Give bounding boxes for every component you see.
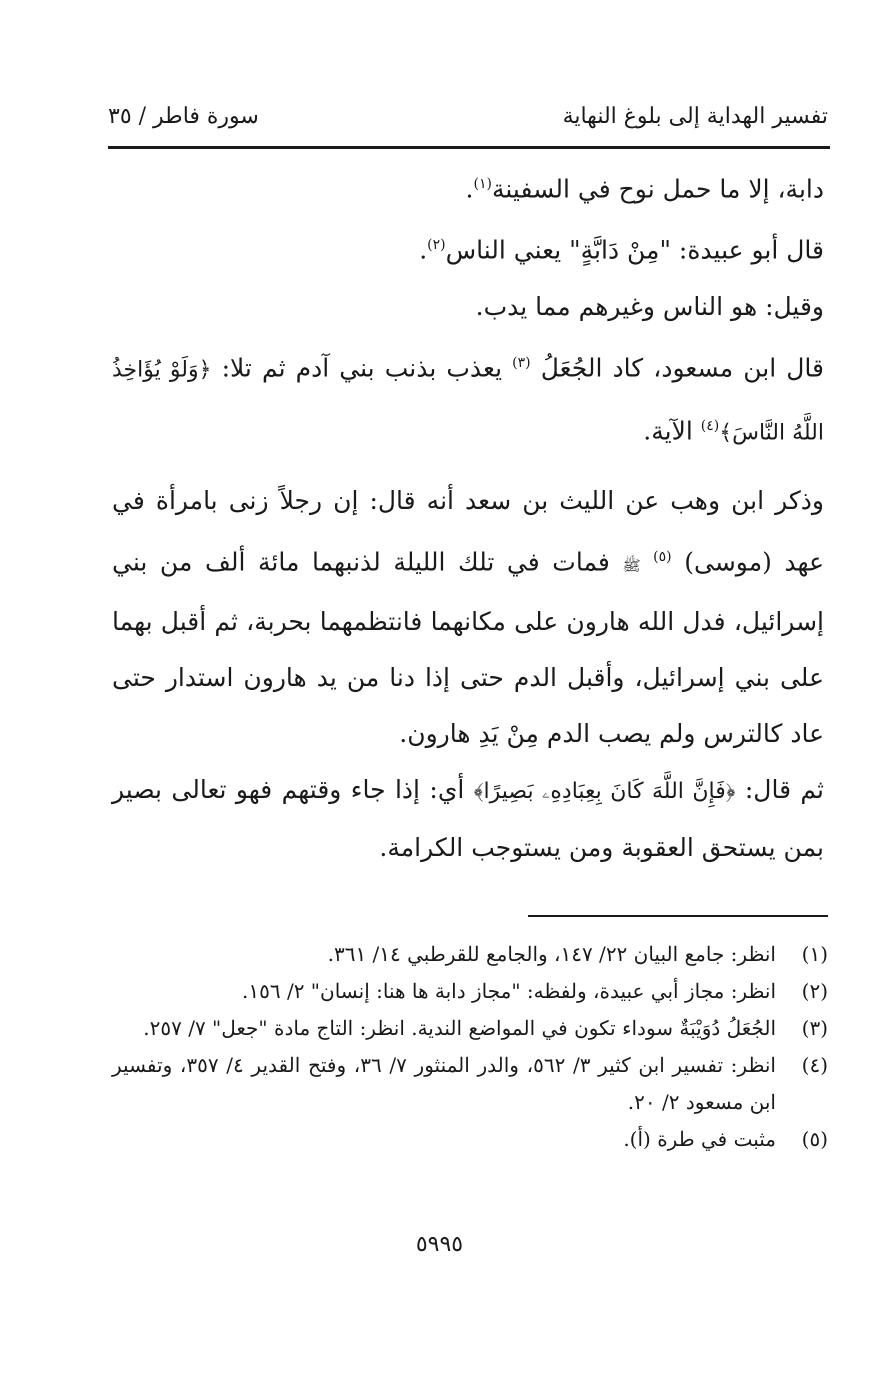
- footnote-text: انظر: مجاز أبي عبيدة، ولفظه: "مجاز دابة ها هنا: إنسان" ٢/ ١٥٦.: [242, 979, 776, 1003]
- footnote-ref-2: (٢): [427, 237, 446, 254]
- footnote-number: (٢): [801, 979, 828, 1003]
- paragraph-6: ثم قال: ﴿فَإِنَّ اللَّهَ كَانَ بِعِبَادِهِۦ بَصِيرًا﴾ أي: إذا جاء وقتهم فهو تعالى بصير بمن يستحق العقوبة ومن يستوجب الكرامة.: [112, 774, 825, 862]
- quran-verse: ﴿فَإِنَّ اللَّهَ كَانَ بِعِبَادِهِۦ بَصِيرًا﴾: [473, 778, 736, 804]
- paragraph-3: وقيل: هو الناس وغيرهم مما يدب.: [475, 291, 824, 321]
- running-header: [108, 96, 828, 136]
- honorific-glyph: ﷺ: [622, 556, 641, 575]
- footnote-number: (٤): [801, 1053, 828, 1077]
- footnote-text: انظر: تفسير ابن كثير ٣/ ٥٦٢، والدر المنثور ٧/ ٣٦، وفتح القدير ٤/ ٣٥٧، وتفسير ابن مسعود ٢/ ٢٠.: [112, 1053, 776, 1114]
- footnote-number: (٥): [801, 1127, 828, 1151]
- footnote-text: مثبت في طرة (أ).: [623, 1127, 776, 1151]
- surah-label: سورة فاطر / ٣٥: [108, 103, 259, 129]
- book-title: تفسير الهداية إلى بلوغ النهاية: [562, 103, 828, 129]
- footnote-number: (٣): [801, 1016, 828, 1040]
- paragraph-1: دابة، إلا ما حمل نوح في السفينة$^{(١)}$.: [465, 174, 824, 204]
- footnote-item: [112, 1121, 828, 1158]
- footnote-ref-5: (٥): [653, 549, 672, 566]
- footnote-item: [112, 1047, 828, 1121]
- footnote-text: الجُعَلُ دُوَيْبَةٌ سوداء تكون في المواضع الندية. انظر: التاج مادة "جعل" ٧/ ٢٥٧.: [143, 1016, 776, 1040]
- page-number: ٥٩٩٥: [415, 1232, 464, 1257]
- paragraph-4: قال ابن مسعود، كاد الجُعَلُ $^{(٣)}$ يعذب بذنب بني آدم ثم تلا: ﴿وَلَوْ يُؤَاخِذُ اللَّهُ النَّاسَ﴾$^{(٤)}$ الآية.: [112, 352, 824, 446]
- footnote-rule: [528, 915, 828, 917]
- quran-verse: ﴿وَلَوْ يُؤَاخِذُ اللَّهُ النَّاسَ﴾: [112, 356, 824, 446]
- footnote-item: [112, 1010, 828, 1047]
- footnote-ref-3: (٣): [512, 354, 531, 371]
- footnote-text: انظر: جامع البيان ٢٢/ ١٤٧، والجامع للقرطبي ١٤/ ٣٦١.: [327, 942, 776, 966]
- header-rule: [108, 146, 830, 149]
- footnote-number: (١): [801, 942, 828, 966]
- footnote-item: [112, 973, 828, 1010]
- main-text: [112, 156, 824, 876]
- footnote-ref-4: (٤): [700, 417, 720, 434]
- paragraph-5: وذكر ابن وهب عن الليث بن سعد أنه قال: إن رجلاً زنى بامرأة في عهد (موسى) $^{(٥)}$ ﷺ فمات في تلك الليلة لذنبهما مائة ألف من بني إسرائيل، فدل الله هارون على مكانهما فانتظمهما بحربة، ثم أقبل بهما على بني إسرائيل، وأقبل الدم حتى إذا دنا من يد هارون استدار حتى عاد كالترس ولم يصب الدم مِنْ يَدِ هارون.: [112, 486, 824, 748]
- footnote-item: [112, 936, 828, 973]
- footnote-ref-1: (١): [473, 176, 492, 192]
- paragraph-2: قال أبو عبيدة: "مِنْ دَابَّةٍ" يعني الناس$^{(٢)}$.: [419, 235, 824, 265]
- footnotes: [112, 936, 828, 1158]
